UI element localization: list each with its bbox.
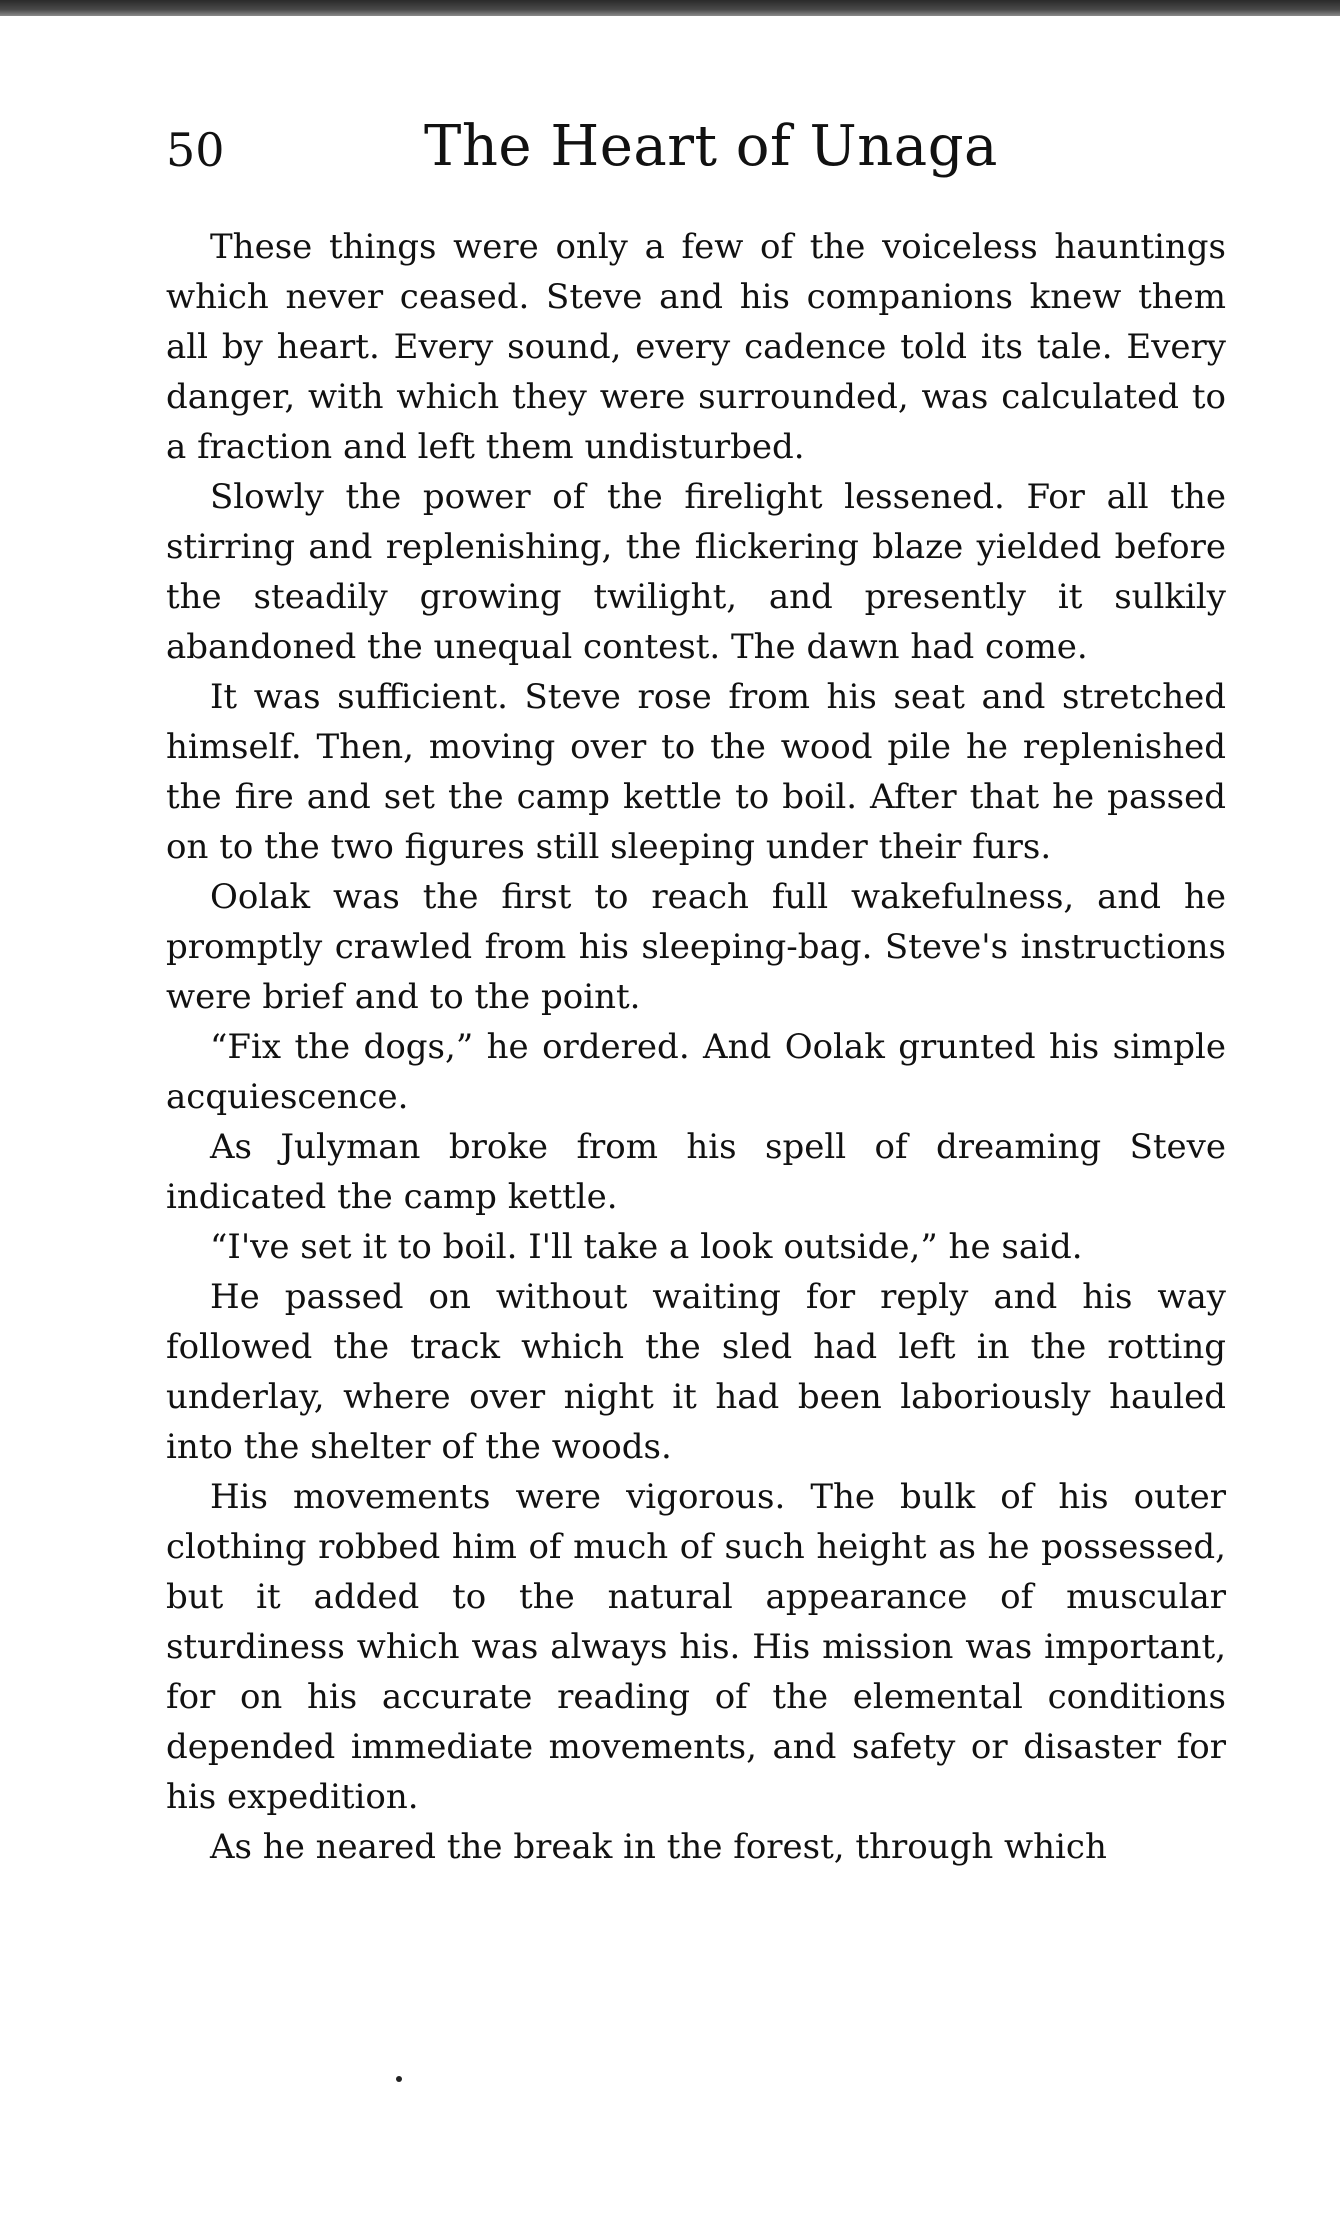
running-title: The Heart of Unaga (424, 114, 998, 179)
page-header (166, 112, 1226, 192)
paragraph: Oolak was the first to reach full wakefulness, and he promptly crawled from his sleeping-bag. Steve's instructions were brief and to the point. (166, 877, 1226, 1017)
paragraph: As he neared the break in the forest, through which (210, 1827, 1107, 1867)
paragraph: “I've set it to boil. I'll take a look outside,” he said. (210, 1227, 1083, 1267)
paragraph: Slowly the power of the firelight lessened. For all the stirring and replenishing, the flickering blaze yielded before the steadily growing twilight, and presently it sulkily abandoned the unequal contest. The dawn had come. (166, 477, 1226, 667)
paragraph: He passed on without waiting for reply and his way followed the track which the sled had left in the rotting underlay, where over night it had been laboriously hauled into the shelter of the woods. (166, 1277, 1226, 1467)
body-text (166, 222, 1226, 1872)
paragraph: His movements were vigorous. The bulk of his outer clothing robbed him of much of such height as he possessed, but it added to the natural appearance of muscular sturdiness which was always his. His mission was important, for on his accurate reading of the elemental conditions depended immediate movements, and safety or disaster for his expedition. (166, 1477, 1226, 1817)
paragraph: “Fix the dogs,” he ordered. And Oolak grunted his simple acquiescence. (166, 1027, 1226, 1117)
ink-speck (396, 2076, 402, 2082)
paragraph: These things were only a few of the voiceless hauntings which never ceased. Steve and his companions knew them all by heart. Every sound, every cadence told its tale. Every danger, with which they were surrounded, was calculated to a fraction and left them undisturbed. (166, 227, 1226, 467)
paragraph: As Julyman broke from his spell of dreaming Steve indicated the camp kettle. (166, 1127, 1226, 1217)
paragraph: It was sufficient. Steve rose from his seat and stretched himself. Then, moving over to the wood pile he replenished the fire and set the camp kettle to boil. After that he passed on to the two figures still sleeping under their furs. (166, 677, 1226, 867)
page-number: 50 (166, 123, 225, 177)
